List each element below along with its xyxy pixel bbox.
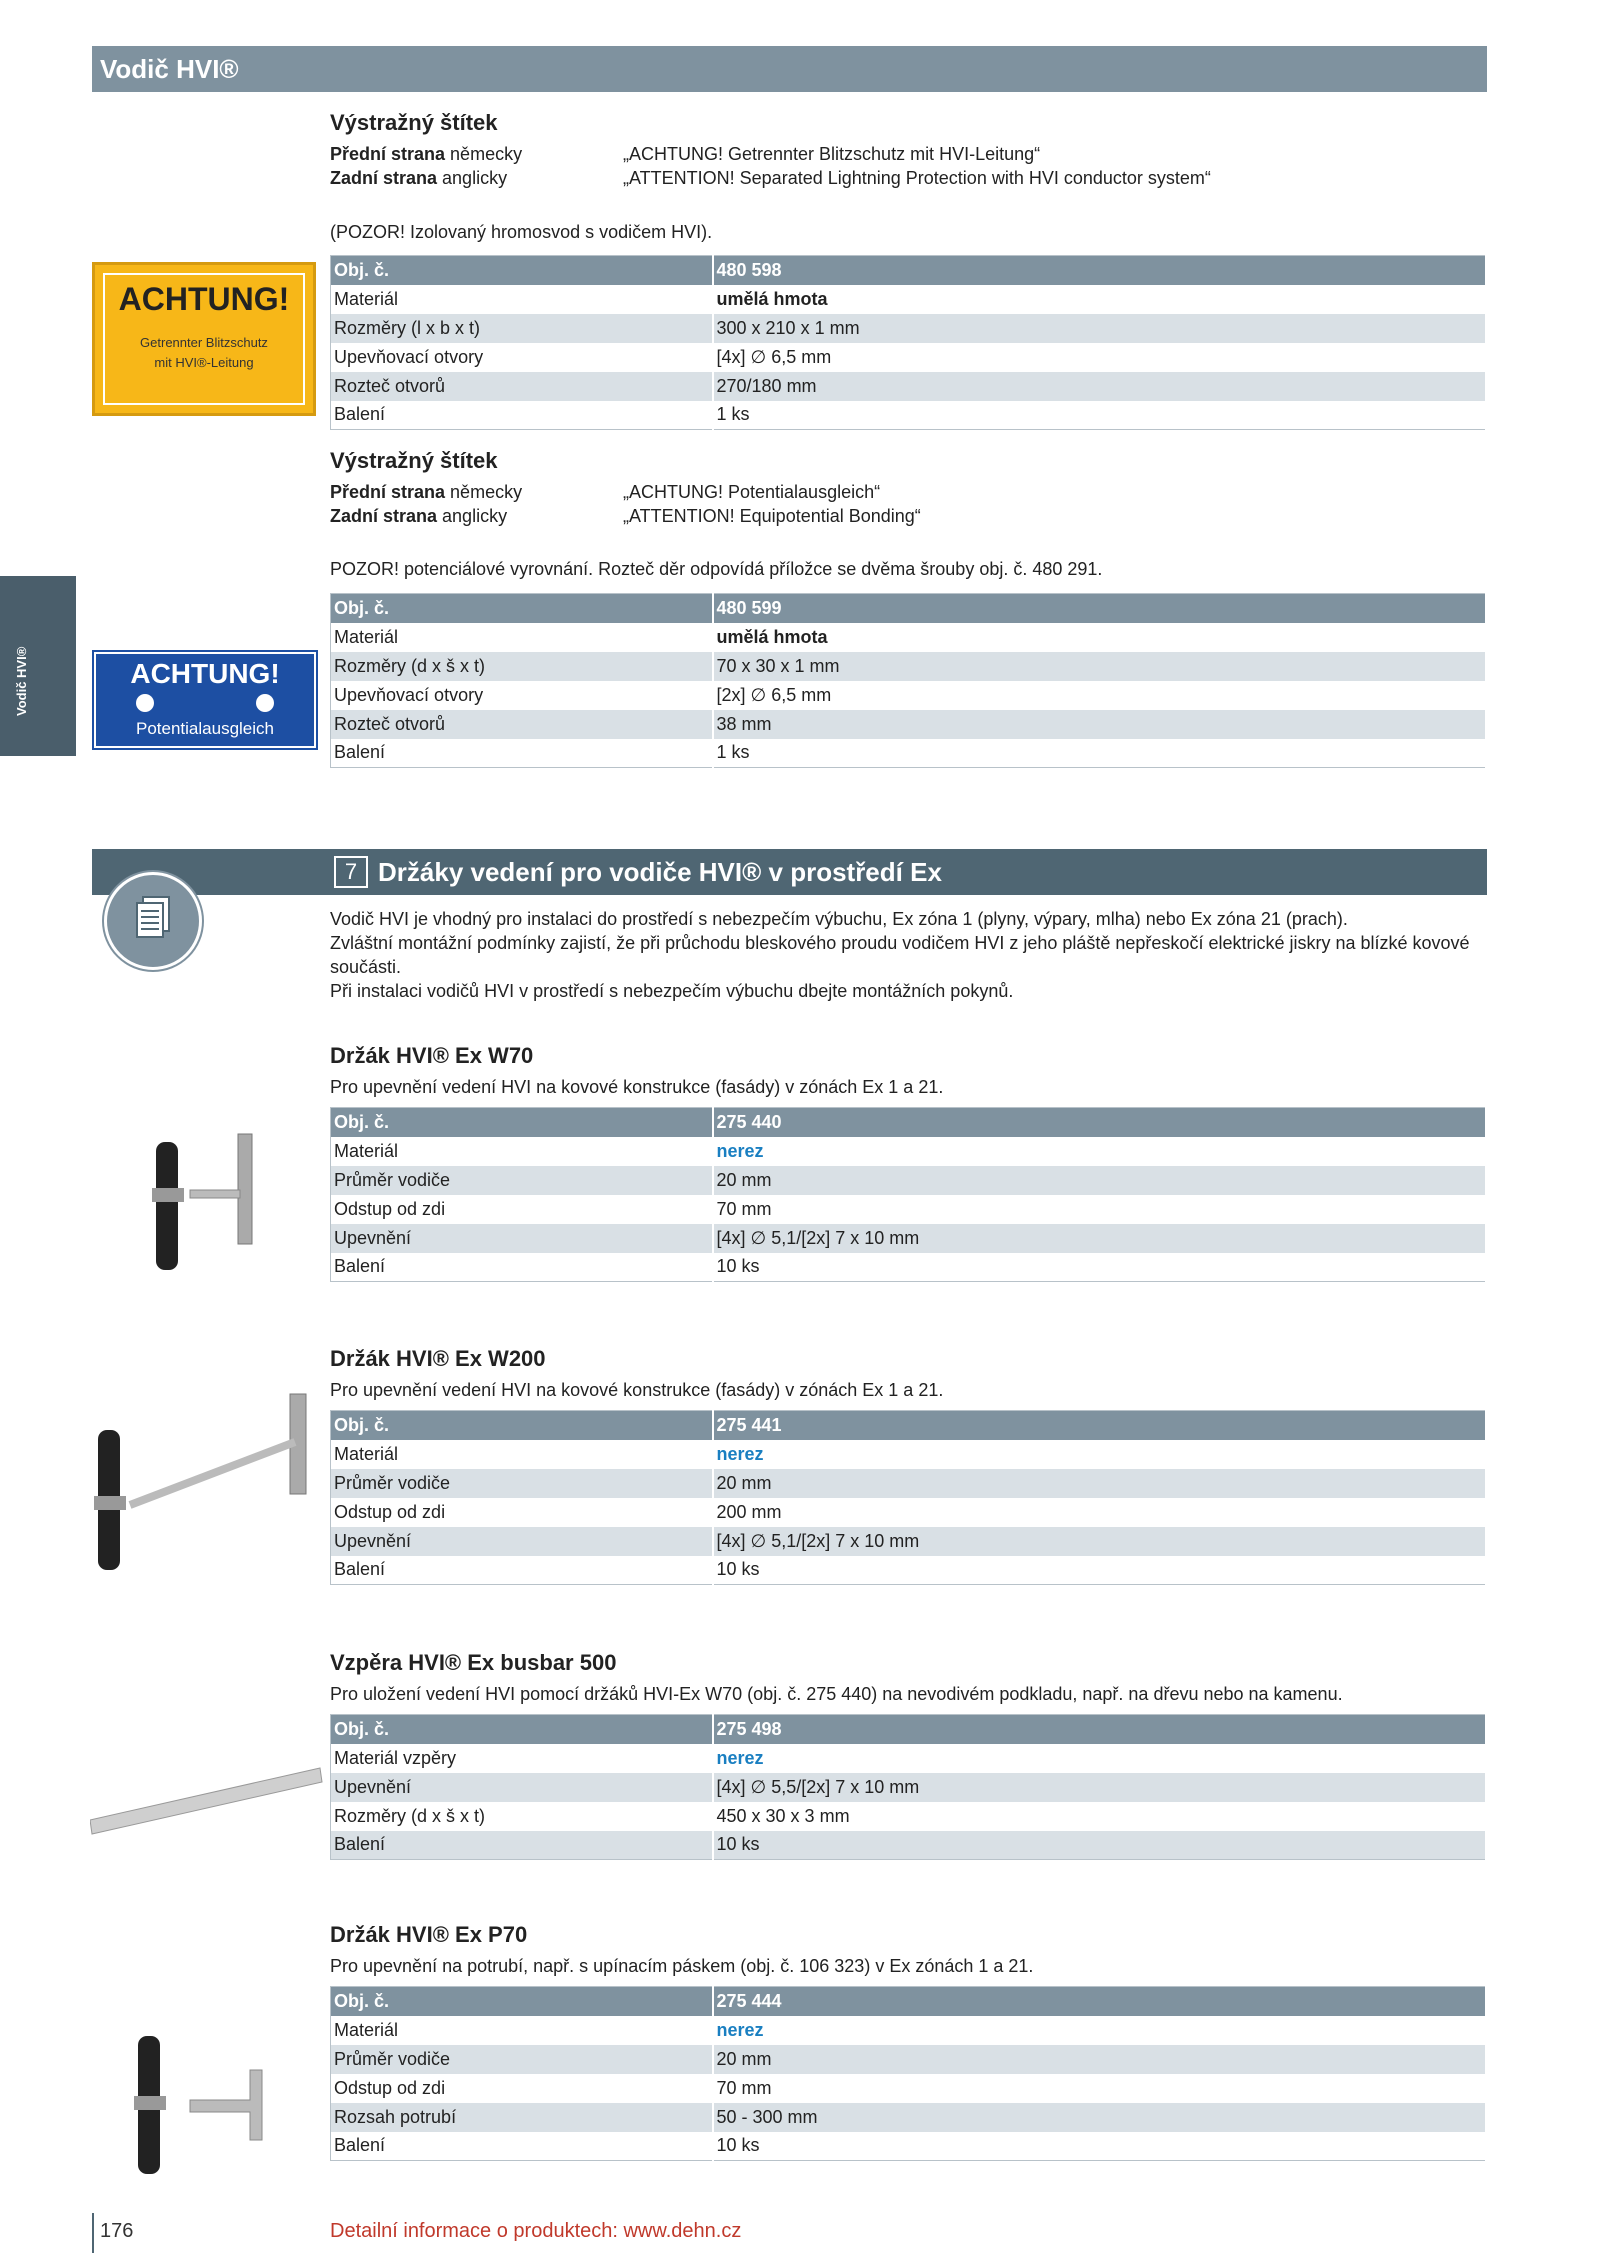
- table-row: [331, 1831, 1487, 1860]
- back-text: „ATTENTION! Separated Lightning Protection with HVI conductor system“: [623, 168, 1211, 188]
- side-tab: [0, 576, 76, 756]
- sign-dot: [256, 694, 274, 712]
- product-title: Držák HVI® Ex W200: [330, 1346, 546, 1371]
- row-label: Upevnění: [331, 1224, 713, 1253]
- achtung-sign-blue-image: [94, 652, 316, 748]
- row-value: 20 mm: [713, 2045, 1487, 2074]
- sign1-note: (POZOR! Izolovaný hromosvod s vodičem HVI).: [330, 222, 713, 242]
- row-label: Průměr vodiče: [331, 1166, 713, 1195]
- row-label: Materiál: [331, 1137, 713, 1166]
- row-value: 300 x 210 x 1 mm: [713, 314, 1487, 343]
- table-header-row: [331, 594, 1487, 623]
- row-value: 275 498: [713, 1715, 1487, 1744]
- intro-line: Při instalaci vodičů HVI v prostředí s nebezpečím výbuchu dbejte montážních pokynů.: [330, 981, 1014, 1001]
- row-value: [4x] ∅ 5,1/[2x] 7 x 10 mm: [713, 1224, 1487, 1253]
- row-label: Balení: [331, 2132, 713, 2161]
- holder-w70-image: [150, 1130, 270, 1280]
- sign2-block: [330, 448, 1487, 528]
- row-value: [4x] ∅ 5,5/[2x] 7 x 10 mm: [713, 1773, 1487, 1802]
- row-value: 10 ks: [713, 1253, 1487, 1282]
- table-row: [331, 1195, 1487, 1224]
- front-text: „ACHTUNG! Getrennter Blitzschutz mit HVI-Leitung“: [623, 144, 1041, 164]
- sign2-front: [330, 480, 1487, 504]
- back-lang: anglicky: [437, 168, 508, 188]
- row-label: Balení: [331, 1831, 713, 1860]
- table-row: [331, 739, 1487, 768]
- footer-link[interactable]: Detailní informace o produktech: www.dehn.cz: [330, 2220, 742, 2242]
- front-text: „ACHTUNG! Potentialausgleich“: [623, 482, 881, 502]
- row-label: Odstup od zdi: [331, 1195, 713, 1224]
- row-label: Rozteč otvorů: [331, 710, 713, 739]
- row-value: 70 mm: [713, 2074, 1487, 2103]
- product-desc: Pro upevnění na potrubí, např. s upínacím páskem (obj. č. 106 323) v Ex zónách 1 a 21.: [330, 1956, 1034, 1976]
- row-value: nerez: [713, 2016, 1487, 2045]
- table-row: [331, 1773, 1487, 1802]
- sign1-front: [330, 142, 1487, 166]
- row-label: Rozměry (d x š x t): [331, 652, 713, 681]
- row-value: nerez: [713, 1440, 1487, 1469]
- product-spec-table: [330, 1714, 1487, 1860]
- front-lang: německy: [445, 482, 523, 502]
- sign1-back: [330, 166, 1487, 190]
- table-row: [331, 2045, 1487, 2074]
- table-row: [331, 623, 1487, 652]
- product-p70: [330, 1922, 1487, 2161]
- row-value: nerez: [713, 1137, 1487, 1166]
- row-label: Průměr vodiče: [331, 1469, 713, 1498]
- achtung-sign-yellow-image: [92, 262, 316, 416]
- row-label: Obj. č.: [331, 1108, 713, 1137]
- row-label: Balení: [331, 1556, 713, 1585]
- sign-line: mit HVI®-Leitung: [154, 355, 254, 370]
- sign-dot: [136, 694, 154, 712]
- row-label: Upevňovací otvory: [331, 681, 713, 710]
- table-row: [331, 2103, 1487, 2132]
- row-value: 275 440: [713, 1108, 1487, 1137]
- footer-rule: [92, 2213, 94, 2253]
- product-desc: Pro uložení vedení HVI pomocí držáků HVI-Ex W70 (obj. č. 275 440) na nevodivém podkladu, např. na dřevu nebo na kamenu.: [330, 1684, 1343, 1704]
- table-row: [331, 1224, 1487, 1253]
- table-row: [331, 1440, 1487, 1469]
- row-label: Materiál: [331, 1440, 713, 1469]
- row-value: 70 x 30 x 1 mm: [713, 652, 1487, 681]
- product-title: Vzpěra HVI® Ex busbar 500: [330, 1650, 617, 1675]
- row-value: 275 444: [713, 1987, 1487, 2016]
- holder-p70-image: [130, 2030, 270, 2180]
- row-label: Upevňovací otvory: [331, 343, 713, 372]
- page-header: Vodič HVI®: [92, 46, 1487, 92]
- table-row: [331, 1498, 1487, 1527]
- sign1-title: Výstražný štítek: [330, 110, 498, 135]
- row-value: umělá hmota: [713, 285, 1487, 314]
- row-label: Odstup od zdi: [331, 2074, 713, 2103]
- sign-heading: ACHTUNG!: [118, 281, 290, 317]
- table-row: [331, 1802, 1487, 1831]
- table-header-row: [331, 256, 1487, 285]
- product-w70: [330, 1043, 1487, 1282]
- table-row: [331, 2016, 1487, 2045]
- table-row: [331, 1527, 1487, 1556]
- row-label: Rozměry (d x š x t): [331, 1802, 713, 1831]
- sign2-spec-table: [330, 593, 1487, 768]
- row-value: 480 598: [713, 256, 1487, 285]
- product-spec-table: [330, 1107, 1487, 1282]
- product-spec-table: [330, 1986, 1487, 2161]
- table-row: [331, 710, 1487, 739]
- row-value: 20 mm: [713, 1166, 1487, 1195]
- busbar-image: [90, 1760, 330, 1840]
- table-header-row: [331, 1108, 1487, 1137]
- row-label: Rozměry (l x b x t): [331, 314, 713, 343]
- section-number: 7: [334, 856, 368, 888]
- row-value: 480 599: [713, 594, 1487, 623]
- table-header-row: [331, 1987, 1487, 2016]
- sign2-title: Výstražný štítek: [330, 448, 498, 473]
- back-text: „ATTENTION! Equipotential Bonding“: [623, 506, 921, 526]
- product-spec-table: [330, 1410, 1487, 1585]
- row-value: 10 ks: [713, 1831, 1487, 1860]
- row-label: Materiál: [331, 623, 713, 652]
- sign2-note: POZOR! potenciálové vyrovnání. Rozteč děr odpovídá příložce se dvěma šrouby obj. č. 480 291.: [330, 559, 1103, 579]
- row-label: Obj. č.: [331, 256, 713, 285]
- row-value: 270/180 mm: [713, 372, 1487, 401]
- product-busbar: [330, 1650, 1487, 1860]
- row-value: 38 mm: [713, 710, 1487, 739]
- row-label: Odstup od zdi: [331, 1498, 713, 1527]
- row-value: 20 mm: [713, 1469, 1487, 1498]
- row-value: umělá hmota: [713, 623, 1487, 652]
- sign1-spec-table: [330, 255, 1487, 430]
- front-label: Přední strana: [330, 482, 446, 502]
- side-tab-label: Vodič HVI®: [14, 646, 29, 716]
- table-row: [331, 681, 1487, 710]
- row-value: 10 ks: [713, 1556, 1487, 1585]
- back-lang: anglicky: [437, 506, 508, 526]
- row-value: 1 ks: [713, 739, 1487, 768]
- row-value: [4x] ∅ 5,1/[2x] 7 x 10 mm: [713, 1527, 1487, 1556]
- sign-line: Getrennter Blitzschutz: [140, 335, 268, 350]
- product-desc: Pro upevnění vedení HVI na kovové konstrukce (fasády) v zónách Ex 1 a 21.: [330, 1380, 944, 1400]
- page-number: 176: [100, 2220, 134, 2242]
- table-row: [331, 372, 1487, 401]
- row-value: 200 mm: [713, 1498, 1487, 1527]
- table-header-row: [331, 1715, 1487, 1744]
- front-lang: německy: [445, 144, 523, 164]
- row-label: Materiál vzpěry: [331, 1744, 713, 1773]
- row-value: 1 ks: [713, 401, 1487, 430]
- row-value: 275 441: [713, 1411, 1487, 1440]
- row-label: Rozteč otvorů: [331, 372, 713, 401]
- table-row: [331, 1744, 1487, 1773]
- table-row: [331, 401, 1487, 430]
- product-w200: [330, 1346, 1487, 1585]
- row-label: Balení: [331, 401, 713, 430]
- row-label: Materiál: [331, 2016, 713, 2045]
- row-label: Balení: [331, 739, 713, 768]
- sign-line: Potentialausgleich: [136, 719, 274, 738]
- row-label: Obj. č.: [331, 1715, 713, 1744]
- table-row: [331, 314, 1487, 343]
- table-row: [331, 343, 1487, 372]
- row-label: Rozsah potrubí: [331, 2103, 713, 2132]
- row-label: Upevnění: [331, 1773, 713, 1802]
- sign-heading: ACHTUNG!: [130, 658, 280, 689]
- row-label: Upevnění: [331, 1527, 713, 1556]
- row-label: Obj. č.: [331, 1987, 713, 2016]
- product-title: Držák HVI® Ex P70: [330, 1922, 528, 1947]
- row-label: Obj. č.: [331, 1411, 713, 1440]
- table-row: [331, 1469, 1487, 1498]
- row-label: Balení: [331, 1253, 713, 1282]
- row-value: 450 x 30 x 3 mm: [713, 1802, 1487, 1831]
- sign2-back: [330, 504, 1487, 528]
- holder-w200-image: [90, 1390, 320, 1580]
- row-value: 70 mm: [713, 1195, 1487, 1224]
- table-row: [331, 2074, 1487, 2103]
- table-row: [331, 2132, 1487, 2161]
- table-row: [331, 1166, 1487, 1195]
- sign1-block: [330, 110, 1487, 190]
- intro-line: Zvláštní montážní podmínky zajistí, že při průchodu bleskového proudu vodičem HVI z jeho pláště nepřeskočí elektrické jiskry na blízké kovové součásti.: [330, 933, 1470, 977]
- table-row: [331, 1253, 1487, 1282]
- section-intro: [330, 907, 1487, 1003]
- table-row: [331, 285, 1487, 314]
- section-title: Držáky vedení pro vodiče HVI® v prostředí Ex: [378, 857, 942, 887]
- back-label: Zadní strana: [330, 168, 438, 188]
- product-desc: Pro upevnění vedení HVI na kovové konstrukce (fasády) v zónách Ex 1 a 21.: [330, 1077, 944, 1097]
- intro-line: Vodič HVI je vhodný pro instalaci do prostředí s nebezpečím výbuchu, Ex zóna 1 (plyny, výpary, mlha) nebo Ex zóna 21 (prach).: [330, 909, 1348, 929]
- row-value: nerez: [713, 1744, 1487, 1773]
- row-value: 10 ks: [713, 2132, 1487, 2161]
- row-value: [2x] ∅ 6,5 mm: [713, 681, 1487, 710]
- row-value: [4x] ∅ 6,5 mm: [713, 343, 1487, 372]
- front-label: Přední strana: [330, 144, 446, 164]
- table-header-row: [331, 1411, 1487, 1440]
- row-label: Průměr vodiče: [331, 2045, 713, 2074]
- row-value: 50 - 300 mm: [713, 2103, 1487, 2132]
- document-icon: [104, 872, 202, 970]
- row-label: Obj. č.: [331, 594, 713, 623]
- back-label: Zadní strana: [330, 506, 438, 526]
- table-row: [331, 652, 1487, 681]
- table-row: [331, 1556, 1487, 1585]
- table-row: [331, 1137, 1487, 1166]
- row-label: Materiál: [331, 285, 713, 314]
- product-title: Držák HVI® Ex W70: [330, 1043, 534, 1068]
